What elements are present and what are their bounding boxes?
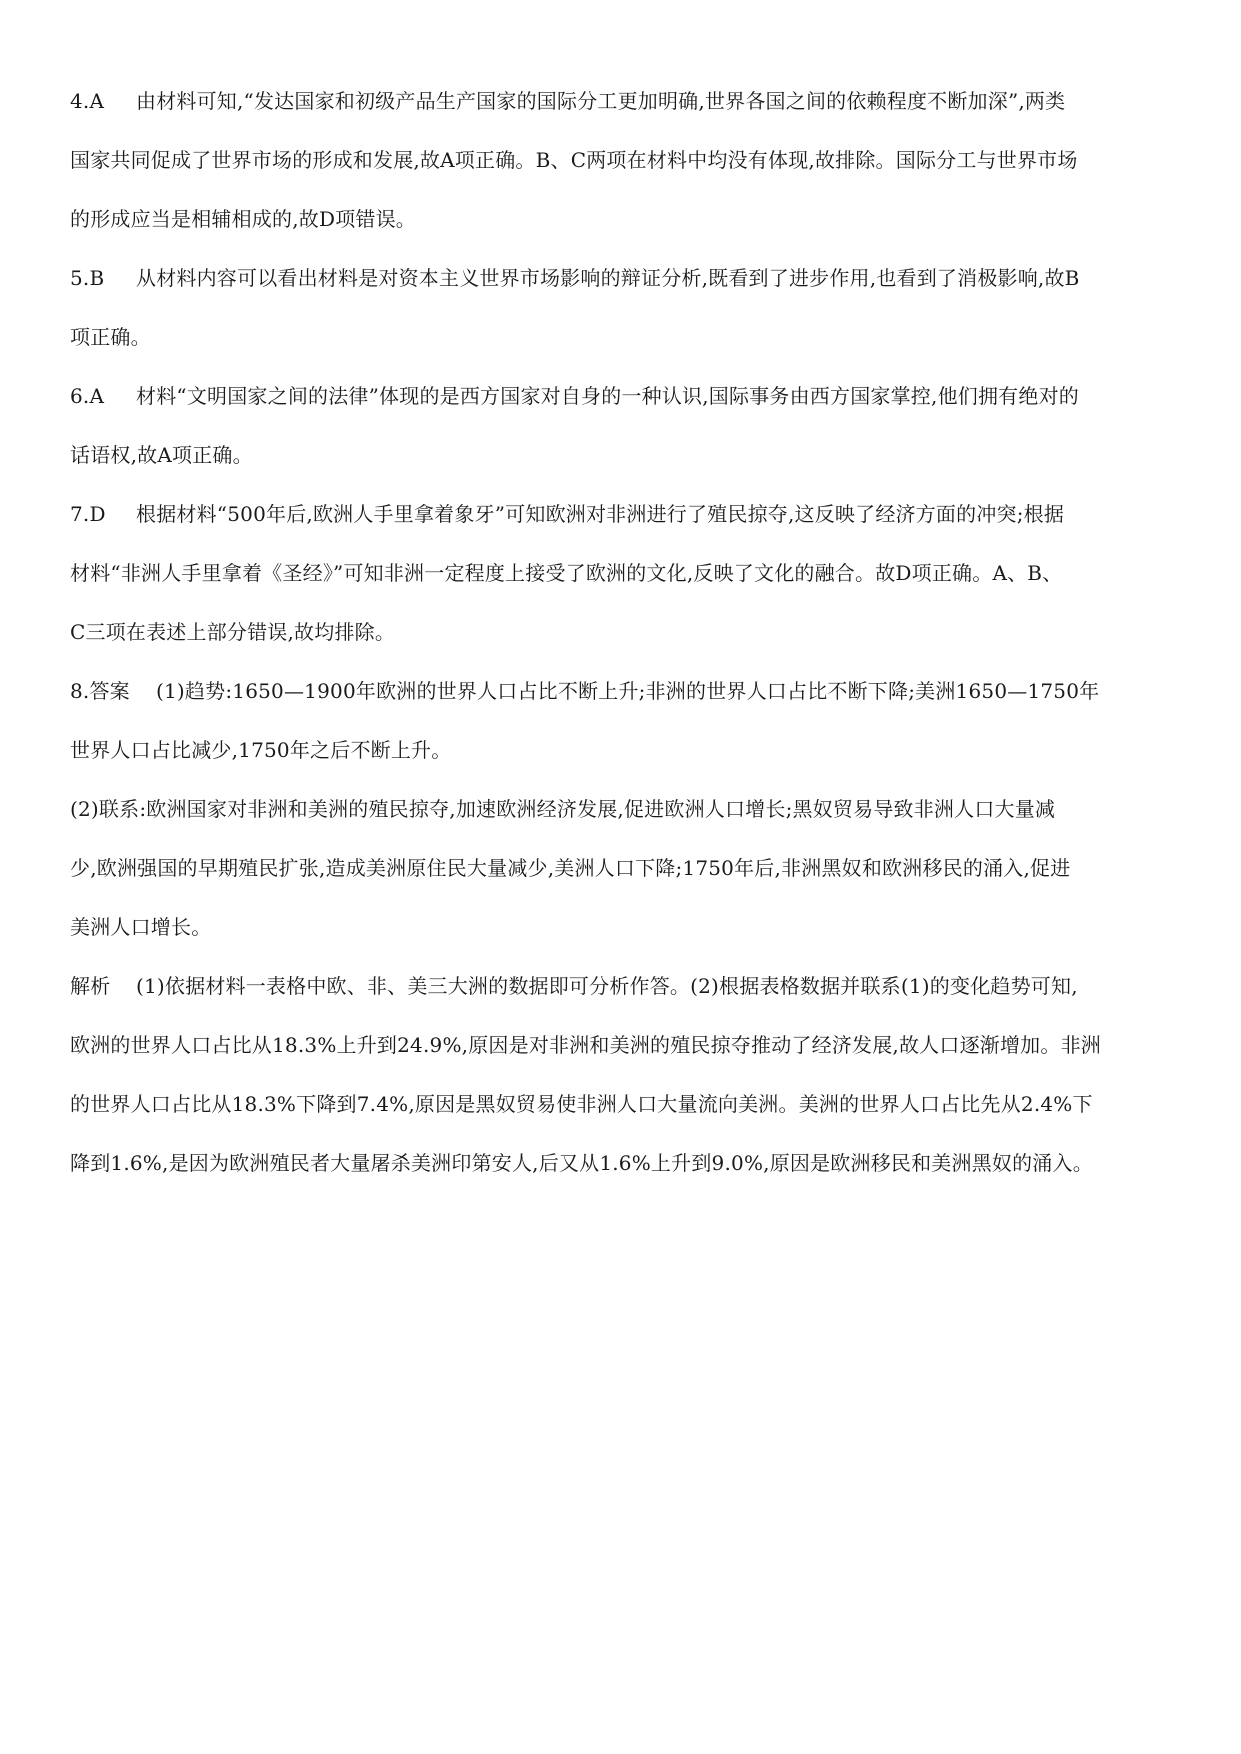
answer-4-text: 由材料可知,“发达国家和初级产品生产国家的国际分工更加明确,世界各国之间的依赖程度不断加深”,两类 <box>136 89 1066 113</box>
answer-8-line-2: 世界人口占比减少,1750年之后不断上升。 <box>70 738 452 762</box>
answer-8-part2-line-1: (2)联系:欧洲国家对非洲和美洲的殖民掠夺,加速欧洲经济发展,促进欧洲人口增长;黑奴贸易导致非洲人口大量减 <box>70 797 1056 821</box>
answer-explanations <box>70 72 1175 1193</box>
answer-6-text: 材料“文明国家之间的法律”体现的是西方国家对自身的一种认识,国际事务由西方国家掌控,他们拥有绝对的 <box>136 384 1079 408</box>
analysis-line-4: 降到1.6%,是因为欧洲殖民者大量屠杀美洲印第安人,后又从1.6%上升到9.0%,原因是欧洲移民和美洲黑奴的涌入。 <box>70 1151 1093 1175</box>
answer-4-line-2: 国家共同促成了世界市场的形成和发展,故A项正确。B、C两项在材料中均没有体现,故排除。国际分工与世界市场 <box>70 148 1078 172</box>
answer-5-text: 从材料内容可以看出材料是对资本主义世界市场影响的辩证分析,既看到了进步作用,也看到了消极影响,故B <box>136 266 1080 290</box>
answer-8-line-1 <box>70 662 1175 721</box>
analysis-line-2: 欧洲的世界人口占比从18.3%上升到24.9%,原因是对非洲和美洲的殖民掠夺推动了经济发展,故人口逐渐增加。非洲 <box>70 1033 1101 1057</box>
answer-5-line-2: 项正确。 <box>70 325 151 349</box>
analysis-text: (1)依据材料一表格中欧、非、美三大洲的数据即可分析作答。(2)根据表格数据并联系(1)的变化趋势可知, <box>136 974 1078 998</box>
answer-7-line-3: C三项在表述上部分错误,故均排除。 <box>70 620 396 644</box>
answer-8-part2-line-3: 美洲人口增长。 <box>70 915 212 939</box>
answer-6-line-1 <box>70 367 1175 426</box>
answer-7-number: 7.D <box>70 502 106 526</box>
analysis-line-3: 的世界人口占比从18.3%下降到7.4%,原因是黑奴贸易使非洲人口大量流向美洲。美洲的世界人口占比先从2.4%下 <box>70 1092 1093 1116</box>
analysis-line-1 <box>70 957 1175 1016</box>
answer-7-line-1 <box>70 485 1175 544</box>
answer-5-line-1 <box>70 249 1175 308</box>
answer-6-number: 6.A <box>70 384 105 408</box>
answer-8-text: (1)趋势:1650—1900年欧洲的世界人口占比不断上升;非洲的世界人口占比不断下降;美洲1650—1750年 <box>156 679 1100 703</box>
answer-4-number: 4.A <box>70 89 105 113</box>
answer-6-line-2: 话语权,故A项正确。 <box>70 443 253 467</box>
answer-5-number: 5.B <box>70 266 105 290</box>
answer-7-text: 根据材料“500年后,欧洲人手里拿着象牙”可知欧洲对非洲进行了殖民掠夺,这反映了经济方面的冲突;根据 <box>136 502 1065 526</box>
answer-4-line-3: 的形成应当是相辅相成的,故D项错误。 <box>70 207 416 231</box>
answer-7-line-2: 材料“非洲人手里拿着《圣经》”可知非洲一定程度上接受了欧洲的文化,反映了文化的融合。故D项正确。A、B、 <box>70 561 1063 585</box>
answer-8-part2-line-2: 少,欧洲强国的早期殖民扩张,造成美洲原住民大量减少,美洲人口下降;1750年后,非洲黑奴和欧洲移民的涌入,促进 <box>70 856 1071 880</box>
analysis-label: 解析 <box>70 974 111 998</box>
answer-8-label: 8.答案 <box>70 679 130 703</box>
answer-4-line-1 <box>70 72 1175 131</box>
